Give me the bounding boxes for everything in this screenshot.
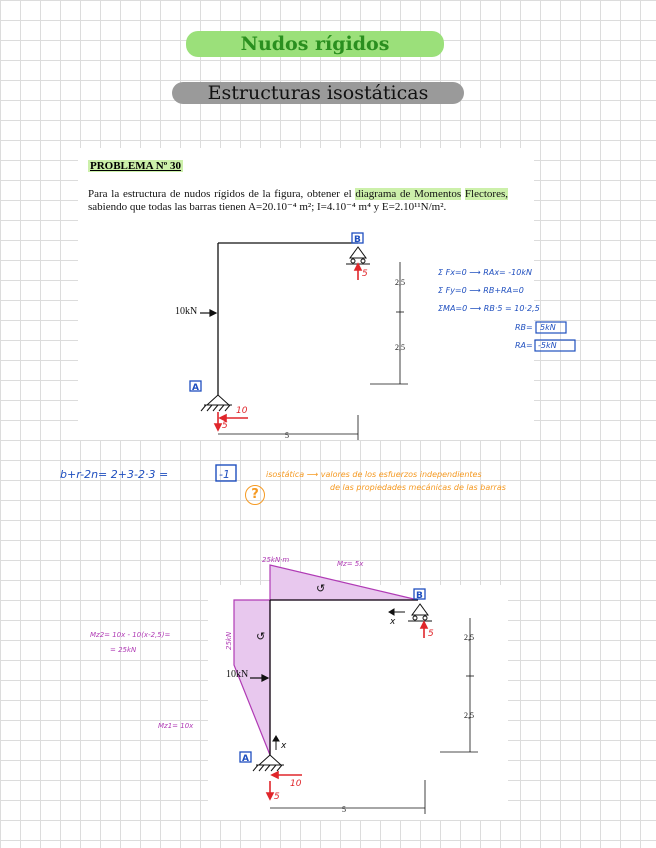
dim-upper-label: 2,5	[395, 278, 405, 287]
solution-dim-upper-label: 2,5	[464, 633, 474, 642]
x-left-arrow-icon	[273, 736, 279, 750]
top-left-moment-label: 25kN·m	[262, 556, 290, 564]
x-left-label: x	[281, 741, 287, 751]
solution-reaction-a-v-arrow-icon	[267, 781, 273, 799]
support-a-label: A	[192, 383, 199, 393]
rotation-top-icon: ↺	[316, 582, 326, 595]
question-mark-icon: ?	[245, 485, 265, 505]
equation-4-value: 5kN	[540, 323, 556, 332]
solution-reaction-b-arrow-icon	[421, 622, 427, 638]
reaction-b-label: 5	[362, 269, 368, 279]
page-subtitle: Estructuras isostáticas	[172, 82, 464, 104]
equation-5-value: -5kN	[538, 341, 557, 350]
solution-support-b-label: B	[416, 591, 423, 601]
load-arrow-icon	[200, 310, 216, 316]
degree-result: -1	[219, 468, 230, 481]
rotation-left-icon: ↺	[256, 630, 266, 643]
solution-reaction-a-h-label: 10	[290, 779, 302, 789]
equation-2: Σ Fy=0 ⟶ RB+RA=0	[438, 286, 524, 295]
solution-dim-bottom-label: 5	[342, 805, 346, 814]
equation-3: ΣMA=0 ⟶ RB·5 = 10·2,5	[438, 304, 540, 313]
solution-frame	[270, 600, 418, 755]
statement-highlight-1: diagrama de Momentos	[355, 188, 462, 200]
reaction-a-v-arrow-icon	[215, 412, 221, 430]
degree-formula: b+r-2n= 2+3-2·3 =	[60, 468, 169, 481]
left-column-moment-label: 25kN	[225, 631, 233, 650]
reaction-b-arrow-icon	[355, 264, 361, 280]
statement-highlight-2: Flectores,	[464, 188, 508, 200]
classification-line-2: de las propiedades mecánicas de las barras	[330, 483, 506, 492]
equation-4-label: RB=	[515, 323, 533, 332]
solution-support-a-label: A	[242, 754, 249, 764]
dim-lower-label: 2,5	[395, 343, 405, 352]
statement-lead: Para la estructura de nudos rígidos de la figura, obtener el	[88, 188, 356, 200]
moment-diagram-top	[270, 565, 418, 600]
dim-bottom-label: 5	[285, 431, 289, 440]
x-top-label: x	[390, 617, 396, 627]
solution-reaction-a-h-arrow-icon	[272, 772, 302, 778]
equation-5-label: RA=	[515, 341, 533, 350]
x-top-arrow-icon	[389, 609, 405, 615]
page-title: Nudos rígidos	[186, 31, 444, 57]
classification-line-1: isostática ⟶ valores de los esfuerzos independientes	[266, 470, 482, 479]
solution-support-a-icon	[253, 755, 284, 771]
problem-heading: PROBLEMA Nº 30	[90, 160, 182, 172]
solution-dim-lower-label: 2,5	[464, 711, 474, 720]
support-b-icon	[346, 247, 370, 264]
equation-1: Σ Fx=0 ⟶ RAx= -10kN	[438, 268, 532, 277]
mz2-result-label: = 25kN	[110, 646, 137, 654]
solution-load-label: 10kN	[226, 669, 249, 680]
solution-reaction-a-v-label: 5	[274, 792, 280, 802]
reaction-a-v-label: 5	[222, 421, 228, 431]
reaction-a-h-label: 10	[236, 406, 248, 416]
top-right-moment-label: Mz= 5x	[337, 560, 364, 568]
solution-support-b-icon	[408, 604, 432, 621]
support-a-icon	[201, 395, 232, 411]
mz1-formula-label: Mz1= 10x	[158, 722, 194, 730]
mz2-formula-label: Mz2= 10x - 10(x-2,5)=	[90, 631, 171, 639]
statement-rest: sabiendo que todas las barras tienen A=20.10⁻⁴ m²; I=4.10⁻⁴ m⁴ y E=2.10¹¹N/m².	[88, 201, 447, 213]
equilibrium-equations	[438, 268, 557, 350]
load-label: 10kN	[175, 306, 198, 317]
frame-structure	[218, 243, 358, 395]
solution-reaction-b-label: 5	[428, 629, 434, 639]
support-b-label: B	[354, 235, 361, 245]
